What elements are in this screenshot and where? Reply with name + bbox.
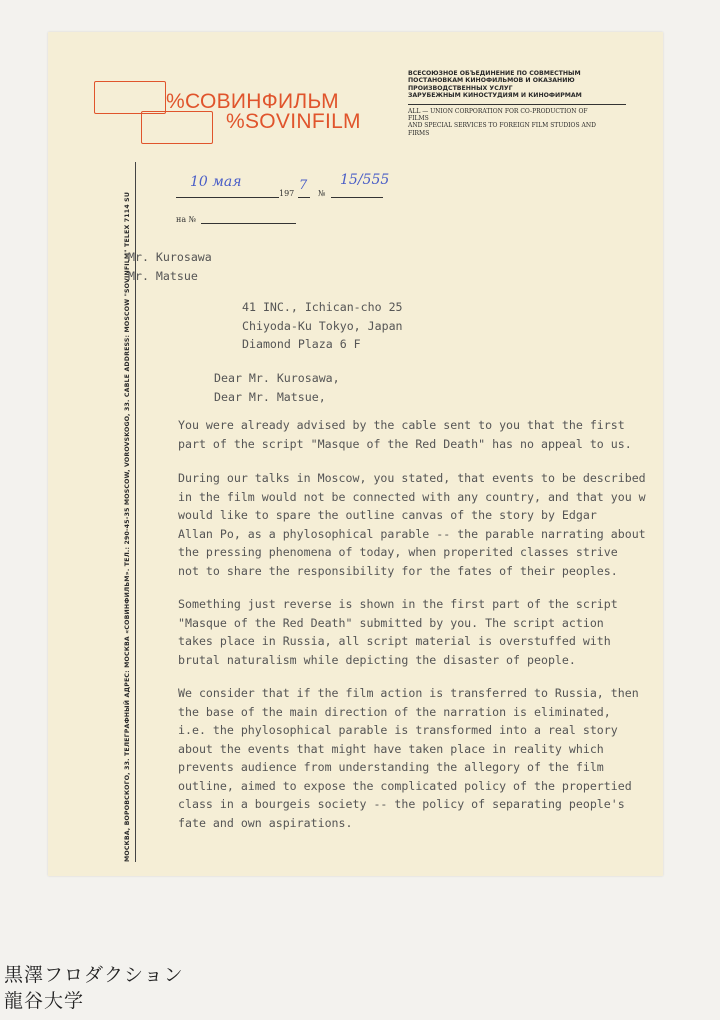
org-name-en-line: ALL — UNION CORPORATION FOR CO-PRODUCTION OF	[408, 107, 588, 115]
paragraph-line: Allan Po, as a phylosophical parable -- the parable narrating about	[178, 526, 646, 541]
logo-frame-bottom	[141, 111, 213, 144]
paragraph-line: outline, aimed to expose the complicated policy of the propertied	[178, 778, 632, 793]
paragraph-line: prevents audience from understanding the allegory of the film	[178, 760, 604, 774]
paragraph-line: During our talks in Moscow, you stated, that events to be described	[178, 471, 646, 485]
paragraph-4	[178, 684, 639, 832]
recipient-line: Mr. Kurosawa	[128, 250, 212, 264]
handwritten-year-digit: 7	[299, 178, 308, 193]
address-line: Diamond Plaza 6 F	[242, 337, 361, 351]
org-name-en-line: AND SPECIAL SERVICES TO FOREIGN FILM STUDIOS AND	[408, 122, 596, 130]
paragraph-2	[178, 469, 646, 580]
number-rule	[331, 197, 383, 198]
handwritten-date: 10 мая	[190, 174, 242, 190]
paragraph-line: You were already advised by the cable sent to you that the first	[178, 418, 625, 432]
paragraph-line: in the film would not be connected with any country, and that you w	[178, 489, 646, 504]
date-rule	[176, 197, 279, 198]
paragraph-line: not to share the responsibility for the fates of their peoples.	[178, 563, 618, 578]
org-name-ru-line: ПОСТАНОВКАМ КИНОФИЛЬМОВ И ОКАЗАНИЮ	[408, 77, 575, 85]
paragraph-line: the pressing phenomena of today, when properited classes strive	[178, 545, 618, 559]
salutation	[214, 369, 340, 406]
paragraph-line: Something just reverse is shown in the first part of the script	[178, 597, 618, 611]
address-line: 41 INC., Ichican-cho 25	[242, 300, 403, 314]
paragraph-1	[178, 416, 632, 453]
recipient-address	[242, 298, 403, 354]
paragraph-line: would like to spare the outline canvas of the story by Edgar	[178, 508, 597, 522]
paragraph-line: class in a bourgeis society -- the policy of separating people's	[178, 797, 625, 811]
year-prefix: 197	[279, 189, 295, 198]
org-name-ru-line: ЗАРУБЕЖНЫМ КИНОСТУДИЯМ И КИНОФИРМАМ	[408, 92, 582, 100]
logo-frame-top	[94, 81, 166, 114]
salutation-line: Dear Mr. Kurosawa,	[214, 371, 340, 385]
org-name-en-line: FIRMS	[408, 129, 430, 137]
paragraph-line: takes place in Russia, all script material is overstuffed with	[178, 634, 611, 648]
paragraph-line: fate and own aspirations.	[178, 815, 353, 830]
recipients	[128, 248, 212, 285]
paragraph-line: i.e. the phylosophical parable is transformed into a real story	[178, 723, 618, 737]
salutation-line: Dear Mr. Matsue,	[214, 389, 326, 404]
reference-rule	[201, 223, 296, 224]
paragraph-3	[178, 595, 618, 669]
org-name-en-line: FILMS	[408, 115, 429, 123]
handwritten-number: 15/555	[340, 172, 390, 188]
paragraph-line: We consider that if the film action is transferred to Russia, then	[178, 686, 639, 700]
recipient-line: Mr. Matsue	[128, 268, 198, 283]
reference-label: на №	[176, 215, 197, 224]
archive-caption	[4, 962, 184, 1014]
organization-block	[408, 70, 628, 137]
paragraph-line: the base of the main direction of the narration is eliminated,	[178, 704, 611, 719]
address-line: Chiyoda-Ku Tokyo, Japan	[242, 318, 403, 333]
address-sidebar: МОСКВА, ВОРОВСКОГО, 33. ТЕЛЕГРАФНЫЙ АДРЕС: МОСКВА «СОВИНФИЛЬМ». ТЕЛ.: 290-45-35 MOSCOW, VOROVSKOGO, 33. CABLE ADDRESS: MOSCOW "SOVINFILM" TELEX 7114 SU	[124, 191, 131, 862]
org-name-ru-line: ПРОИЗВОДСТВЕННЫХ УСЛУГ	[408, 84, 513, 92]
paragraph-line: about the events that might have taken place in reality which	[178, 741, 604, 756]
caption-line-production: 黒澤フロダクション	[4, 964, 184, 986]
year-rule	[298, 197, 310, 198]
org-divider	[408, 104, 626, 105]
paragraph-line: part of the script "Masque of the Red Death" has no appeal to us.	[178, 436, 632, 451]
logo-russian: %СОВИНФИЛЬМ	[166, 90, 339, 113]
paragraph-line: "Masque of the Red Death" submitted by you. The script action	[178, 615, 604, 630]
org-name-ru-line: ВСЕСОЮЗНОЕ ОБЪЕДИНЕНИЕ ПО СОВМЕСТНЫМ	[408, 70, 581, 77]
number-label: №	[318, 189, 326, 198]
caption-line-university: 龍谷大学	[4, 990, 85, 1012]
logo-english: %SOVINFILM	[226, 110, 361, 133]
paragraph-line: brutal naturalism while depicting the disaster of people.	[178, 652, 576, 667]
